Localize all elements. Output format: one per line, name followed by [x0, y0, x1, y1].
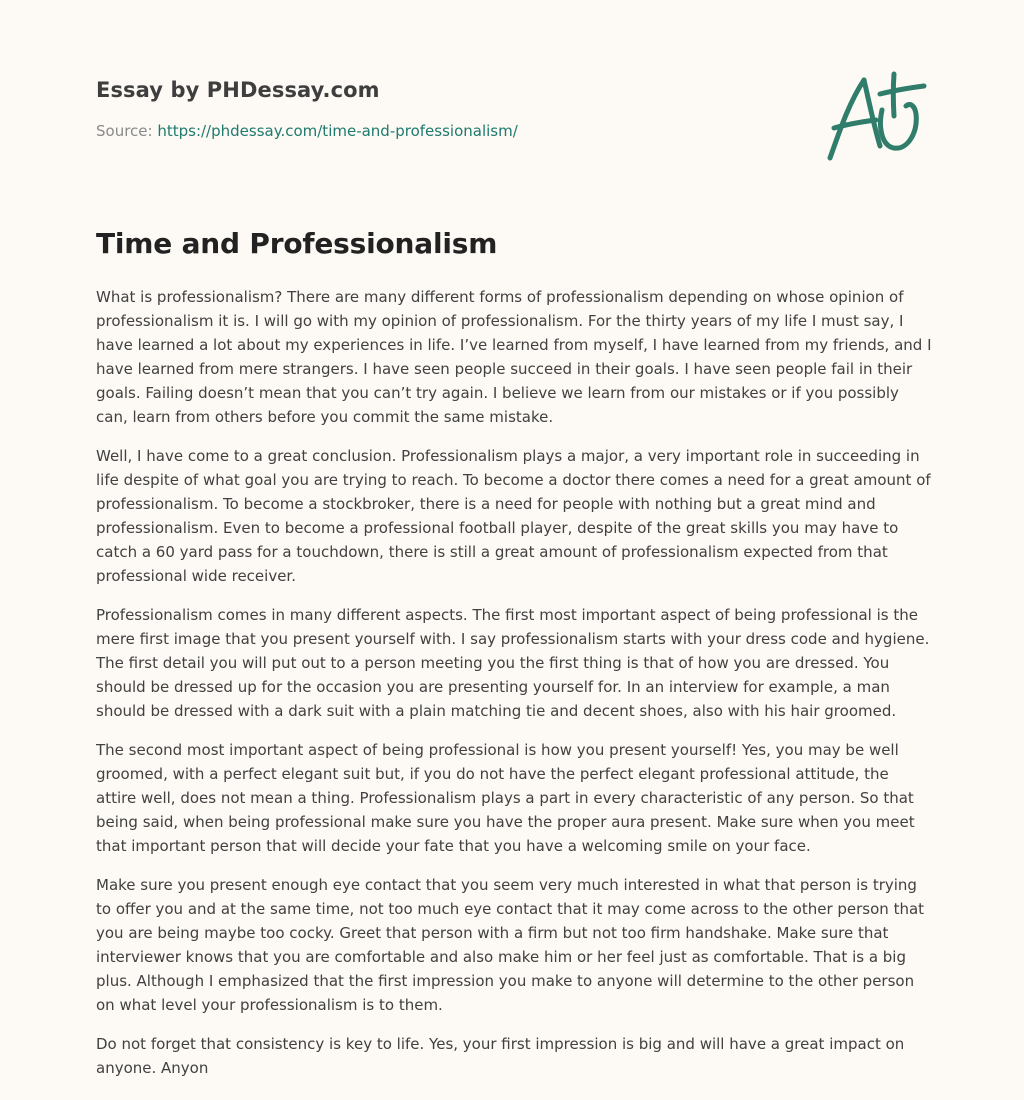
site-brand: Essay by PHDessay.com — [96, 78, 380, 102]
source-line — [96, 121, 796, 141]
a-plus-grade-icon — [820, 66, 930, 166]
essay-paragraph: Professionalism comes in many different aspects. The first most important aspect of being professional is the mere first image that you present yourself with. I say professionalism starts with your dress code and hygiene. The first detail you will put out to a person meeting you the first thing is that of how you are dressed. You should be dressed up for the occasion you are presenting yourself for. In an interview for example, a man should be dressed with a dark suit with a plain matching tie and decent shoes, also with his hair groomed. — [96, 606, 930, 720]
essay-header — [96, 74, 796, 141]
essay-title: Time and Professionalism — [96, 227, 498, 260]
essay-paragraph: The second most important aspect of being professional is how you present yourself! Yes, you may be well groomed, with a perfect elegant suit but, if you do not have the perfect elegant professional attitude, the attire well, does not mean a thing. Professionalism plays a part in every characteristic of any person. So that being said, when being professional make sure you have the proper aura present. Make sure when you meet that important person that will decide your fate that you have a welcoming smile on your face. — [96, 741, 915, 855]
essay-paragraph: Well, I have come to a great conclusion. Professionalism plays a major, a very important role in succeeding in life despite of what goal you are trying to reach. To become a doctor there comes a need for a great amount of professionalism. To become a stockbroker, there is a need for people with nothing but a great mind and professionalism. Even to become a professional football player, despite of the great skills you may have to catch a 60 yard pass for a touchdown, there is still a great amount of professionalism expected from that professional wide receiver. — [96, 447, 931, 585]
source-label: Source: — [96, 122, 158, 140]
essay-paragraph: Make sure you present enough eye contact that you seem very much interested in what that person is trying to offer you and at the same time, not too much eye contact that it may come across to the other person that you are being maybe too cocky. Greet that person with a firm but not too firm handshake. Make sure that interviewer knows that you are comfortable and also make him or her feel just as comfortable. That is a big plus. Although I emphasized that the first impression you make to anyone will determine to the other person on what level your professionalism is to them. — [96, 876, 925, 1014]
essay-paragraph: What is professionalism? There are many different forms of professionalism depending on whose opinion of professionalism it is. I will go with my opinion of professionalism. For the thirty years of my life I must say, I have learned a lot about my experiences in life. I’ve learned from myself, I have learned from my friends, and I have learned from mere strangers. I have seen people succeed in their goals. I have seen people fail in their goals. Failing doesn’t mean that you can’t try again. I believe we learn from our mistakes or if you possibly can, learn from others before you commit the same mistake. — [96, 288, 932, 426]
source-link[interactable]: https://phdessay.com/time-and-professionalism/ — [157, 122, 518, 140]
a-plus-logo-svg — [820, 66, 930, 166]
essay-body — [96, 285, 932, 1095]
essay-paragraph: Do not forget that consistency is key to life. Yes, your first impression is big and will have a great impact on anyone. Anyon — [96, 1035, 905, 1077]
